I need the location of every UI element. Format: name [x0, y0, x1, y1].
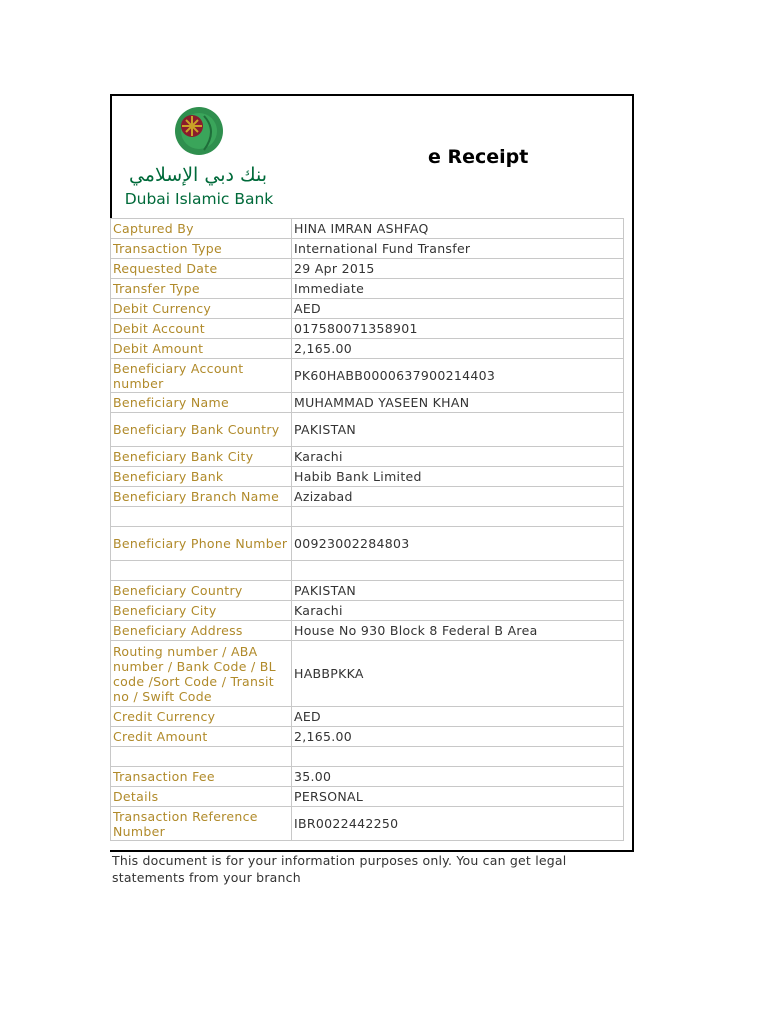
- row-value: Azizabad: [292, 487, 624, 507]
- row-label: Beneficiary Bank City: [111, 447, 292, 467]
- bank-logo: [124, 106, 294, 211]
- row-label: Debit Account: [111, 319, 292, 339]
- bank-emblem-icon: [174, 106, 224, 156]
- row-label: Beneficiary Name: [111, 393, 292, 413]
- table-row: [111, 359, 624, 393]
- row-value: MUHAMMAD YASEEN KHAN: [292, 393, 624, 413]
- row-label: Debit Currency: [111, 299, 292, 319]
- table-row: [111, 601, 624, 621]
- row-label: Transaction Fee: [111, 767, 292, 787]
- row-value: Karachi: [292, 447, 624, 467]
- row-label: Transaction Type: [111, 239, 292, 259]
- row-value: PERSONAL: [292, 787, 624, 807]
- row-value: 29 Apr 2015: [292, 259, 624, 279]
- row-label: Beneficiary Account number: [111, 359, 292, 393]
- table-row: [111, 727, 624, 747]
- table-row-blank: [111, 507, 624, 527]
- table-row: [111, 467, 624, 487]
- row-value: [292, 747, 624, 767]
- row-label: Requested Date: [111, 259, 292, 279]
- table-row: [111, 641, 624, 707]
- table-row: [111, 259, 624, 279]
- table-row: [111, 447, 624, 467]
- row-label: Captured By: [111, 219, 292, 239]
- details-table: [110, 218, 624, 841]
- row-label: [111, 747, 292, 767]
- receipt-header: [110, 94, 634, 220]
- row-label: [111, 507, 292, 527]
- table-row: [111, 621, 624, 641]
- table-row: [111, 413, 624, 447]
- row-value: Habib Bank Limited: [292, 467, 624, 487]
- row-label: Credit Currency: [111, 707, 292, 727]
- row-value: 2,165.00: [292, 339, 624, 359]
- row-value: HINA IMRAN ASHFAQ: [292, 219, 624, 239]
- table-row: [111, 319, 624, 339]
- table-row: [111, 393, 624, 413]
- table-row: [111, 279, 624, 299]
- row-value: [292, 561, 624, 581]
- row-value: International Fund Transfer: [292, 239, 624, 259]
- table-row: [111, 239, 624, 259]
- table-row: [111, 807, 624, 841]
- row-label: Beneficiary Bank Country: [111, 413, 292, 447]
- row-value: PAKISTAN: [292, 413, 624, 447]
- row-value: HABBPKKA: [292, 641, 624, 707]
- row-label: Beneficiary Address: [111, 621, 292, 641]
- table-row: [111, 527, 624, 561]
- row-value: PAKISTAN: [292, 581, 624, 601]
- row-value: House No 930 Block 8 Federal B Area: [292, 621, 624, 641]
- row-label: Beneficiary Country: [111, 581, 292, 601]
- table-row: [111, 767, 624, 787]
- row-value: Karachi: [292, 601, 624, 621]
- table-row: [111, 707, 624, 727]
- row-value: 35.00: [292, 767, 624, 787]
- table-row-blank: [111, 747, 624, 767]
- row-label: Transaction Reference Number: [111, 807, 292, 841]
- row-value: Immediate: [292, 279, 624, 299]
- row-label: Routing number / ABA number / Bank Code / BL code /Sort Code / Transit no / Swift Code: [111, 641, 292, 707]
- row-value: 2,165.00: [292, 727, 624, 747]
- row-label: [111, 561, 292, 581]
- row-label: Debit Amount: [111, 339, 292, 359]
- bank-name-english: Dubai Islamic Bank: [124, 190, 274, 208]
- row-label: Credit Amount: [111, 727, 292, 747]
- row-label: Beneficiary City: [111, 601, 292, 621]
- row-value: 017580071358901: [292, 319, 624, 339]
- row-label: Transfer Type: [111, 279, 292, 299]
- table-row: [111, 787, 624, 807]
- row-label: Beneficiary Phone Number: [111, 527, 292, 561]
- table-row: [111, 581, 624, 601]
- row-value: 00923002284803: [292, 527, 624, 561]
- bank-name-arabic: بنك دبي الإسلامي: [128, 164, 268, 186]
- table-row: [111, 487, 624, 507]
- table-row: [111, 339, 624, 359]
- row-value: AED: [292, 299, 624, 319]
- table-row-blank: [111, 561, 624, 581]
- row-label: Details: [111, 787, 292, 807]
- row-value: AED: [292, 707, 624, 727]
- row-value: [292, 507, 624, 527]
- details-table-frame: [110, 218, 634, 852]
- row-value: PK60HABB0000637900214403: [292, 359, 624, 393]
- row-label: Beneficiary Bank: [111, 467, 292, 487]
- table-row: [111, 299, 624, 319]
- disclaimer-note: This document is for your information purposes only. You can get legal statements from your branch: [112, 853, 567, 885]
- row-value: IBR0022442250: [292, 807, 624, 841]
- table-row: [111, 219, 624, 239]
- row-label: Beneficiary Branch Name: [111, 487, 292, 507]
- page-title: e Receipt: [428, 146, 529, 168]
